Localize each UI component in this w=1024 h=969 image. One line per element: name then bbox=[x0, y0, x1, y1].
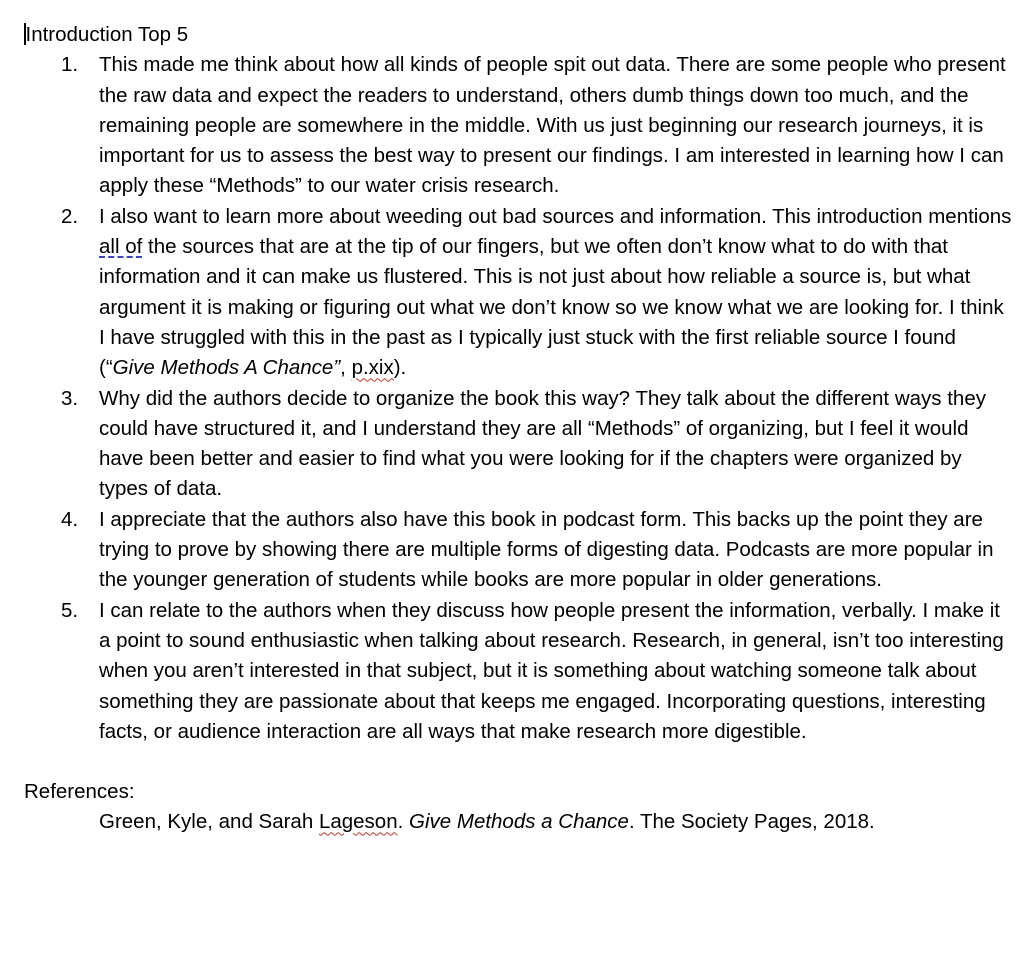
list-number: 5. bbox=[61, 598, 79, 622]
citation-authors: Green, Kyle, and Sarah bbox=[99, 810, 319, 834]
list-item-text: , bbox=[340, 356, 352, 380]
list-item-text: ). bbox=[393, 356, 407, 380]
list-number: 2. bbox=[61, 204, 79, 228]
list-item-text: I can relate to the authors when they discuss how people present the information, verbally. I make it a point to sound enthusiastic when talking about research. Research, in general, isn’t too interesting when you aren’t interested in that subject, but it is something about watching someone talk about something they are passionate about that keeps me engaged. Incorporating questions, interesting facts, or audience interaction are all ways that make research more digestible. bbox=[99, 598, 1004, 743]
list-item-text: the sources that are at the tip of our fingers, but we often don’t know what to do with that information and it can make us flustered. This is not just about how reliable a source is, but what argument it is making or figuring out what we don’t know so we know what we are looking for. I think I have struggled with this in the past as I typically just stuck with the first reliable source I found (“ bbox=[99, 235, 1004, 380]
list-item-5 bbox=[24, 596, 1014, 747]
references-label: References: bbox=[24, 780, 135, 804]
list-number: 1. bbox=[61, 53, 79, 77]
list-item-4 bbox=[24, 505, 1014, 596]
list-item-2 bbox=[24, 202, 1014, 384]
references-section bbox=[24, 777, 1014, 838]
reference-citation bbox=[24, 807, 1014, 837]
citation-title: Give Methods a Chance bbox=[409, 810, 629, 834]
citation-publisher: . The Society Pages, 2018. bbox=[628, 810, 875, 834]
list-number: 4. bbox=[61, 507, 79, 531]
grammar-flagged-phrase[interactable]: all of bbox=[99, 235, 143, 259]
document-body[interactable] bbox=[24, 20, 1014, 838]
list-number: 3. bbox=[61, 386, 79, 410]
list-item-3 bbox=[24, 384, 1014, 505]
italic-book-title: Give Methods A Chance” bbox=[112, 356, 341, 380]
list-item-text: I appreciate that the authors also have this book in podcast form. This backs up the point they are trying to prove by showing there are multiple forms of digesting data. Podcasts are more popular in the younger generation of students while books are more popular in older generations. bbox=[99, 507, 994, 592]
list-item-text: I also want to learn more about weeding out bad sources and information. This introduction mentions bbox=[99, 204, 1012, 228]
spelling-flagged-word[interactable]: p.xix bbox=[351, 356, 394, 380]
list-item-text: Why did the authors decide to organize the book this way? They talk about the different ways they could have structured it, and I understand they are all “Methods” of organizing, but I feel it would have been better and easier to find what you were looking for if the chapters were organized by types of data. bbox=[99, 386, 986, 501]
document-heading bbox=[24, 20, 1014, 50]
spelling-flagged-word[interactable]: Lageson bbox=[318, 810, 398, 834]
citation-separator: . bbox=[397, 810, 410, 834]
numbered-list bbox=[24, 50, 1014, 747]
list-item-1 bbox=[24, 50, 1014, 201]
heading-text: Introduction Top 5 bbox=[25, 23, 189, 46]
list-item-text: This made me think about how all kinds of people spit out data. There are some people who present the raw data and expect the readers to understand, others dumb things down too much, and the remaining people are somewhere in the middle. With us just beginning our research journeys, it is important for us to assess the best way to present our findings. I am interested in learning how I can apply these “Methods” to our water crisis research. bbox=[99, 53, 1006, 198]
